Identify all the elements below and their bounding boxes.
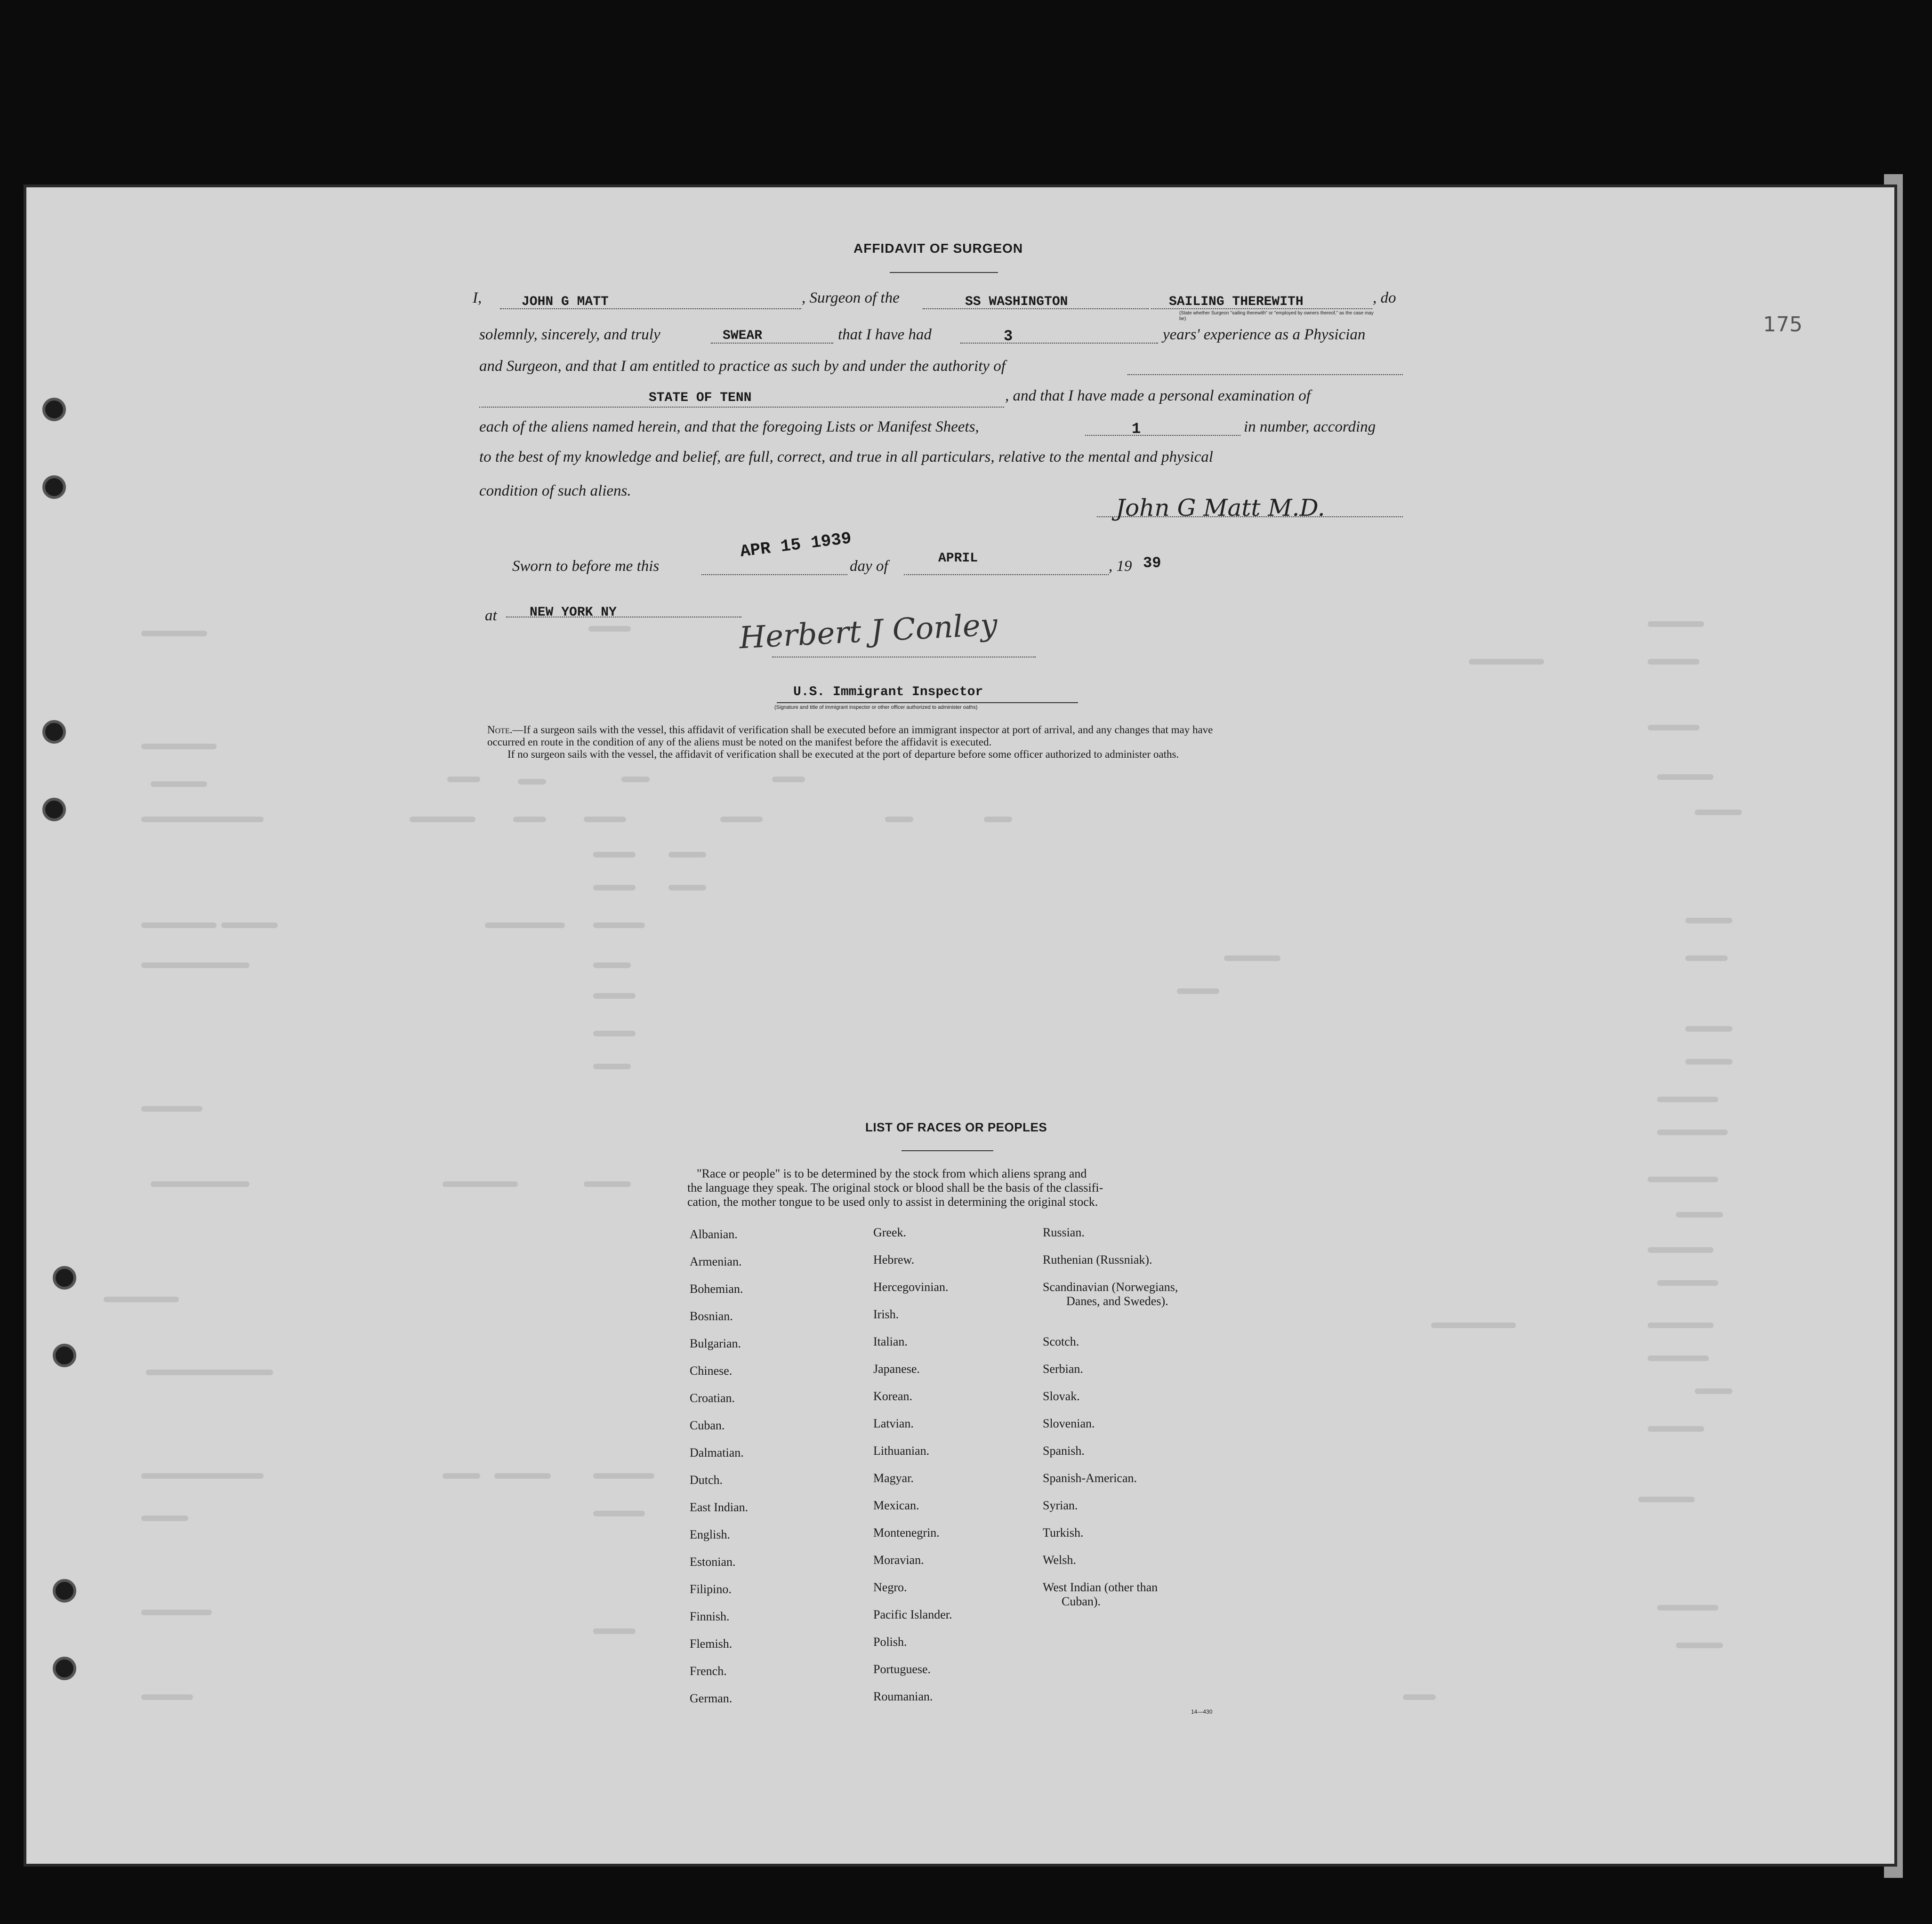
sworn-text: at [485,607,497,624]
note-line-1 [487,724,1213,736]
races-rule [902,1150,993,1151]
affidavit-text: to the best of my knowledge and belief, are full, correct, and true in all particulars, relative to the mental and physical [479,449,1213,465]
inspector-title: U.S. Immigrant Inspector [793,685,983,699]
inspector-rule [777,702,1078,703]
place-value: NEW YORK NY [530,605,617,620]
race-item: Finnish. [690,1610,730,1623]
affidavit-text: , Surgeon of the [802,289,900,306]
title-rule [890,272,998,273]
form-code: 14—430 [1191,1708,1213,1715]
status-instruction: (State whether Surgeon "sailing therewith" or "employed by owners thereof," as the case may be) [1179,311,1374,321]
race-item: German. [690,1692,733,1705]
month-line [904,574,1109,575]
note-label: Note. [487,724,513,736]
race-item: Japanese. [873,1362,920,1376]
binder-hole [42,398,66,421]
race-item: French. [690,1664,727,1678]
race-item: Syrian. [1043,1499,1078,1512]
race-item: Latvian. [873,1417,914,1430]
affidavit-text: each of the aliens named herein, and that the foregoing Lists or Manifest Sheets, [479,418,979,435]
note-text: —If a surgeon sails with the vessel, this affidavit of verification shall be executed before an immigrant inspector at port of arrival, and any changes that may have [512,724,1213,736]
race-item: Dutch. [690,1473,723,1487]
race-item: Bohemian. [690,1282,743,1296]
race-item: Cuban. [690,1419,725,1432]
race-item: Serbian. [1043,1362,1083,1376]
affidavit-text: , do [1373,289,1396,306]
race-item: Estonian. [690,1555,736,1569]
affidavit-text: I, [473,289,482,306]
vessel-value: SS WASHINGTON [965,295,1068,309]
sworn-text: day of [850,558,888,575]
affidavit-text: condition of such aliens. [479,482,631,499]
race-item: Spanish. [1043,1444,1085,1458]
race-item: Scandinavian (Norwegians, [1043,1280,1178,1294]
oath-value: SWEAR [723,329,763,343]
races-intro-2: the language they speak. The original stock or blood shall be the basis of the classifi- [687,1181,1103,1194]
sworn-day-line [701,574,847,575]
race-item: Slovak. [1043,1389,1080,1403]
race-item: Negro. [873,1580,907,1594]
affidavit-title: AFFIDAVIT OF SURGEON [853,241,1023,256]
affidavit-text: years' experience as a Physician [1163,326,1366,343]
race-item: Roumanian. [873,1690,933,1703]
binder-hole [42,475,66,499]
races-title: LIST OF RACES OR PEOPLES [865,1120,1047,1134]
race-item: Welsh. [1043,1553,1076,1567]
race-item: East Indian. [690,1500,749,1514]
binder-hole [53,1657,76,1680]
year-value: 39 [1143,554,1161,572]
sworn-text: , 19 [1109,558,1132,575]
race-item: Dalmatian. [690,1446,744,1459]
race-item: Cuban). [1062,1595,1101,1608]
month-value: APRIL [938,551,978,566]
race-item: Albanian. [690,1227,738,1241]
binder-hole [53,1579,76,1603]
race-item: English. [690,1528,730,1541]
status-value: SAILING THEREWITH [1169,295,1304,309]
race-item: Polish. [873,1635,907,1649]
sheets-line [1085,435,1240,436]
race-item: Pacific Islander. [873,1608,952,1621]
surgeon-signature: John G Matt M.D. [1116,494,1325,521]
race-item: Chinese. [690,1364,733,1378]
document-page [26,187,1894,1864]
affidavit-text: , and that I have made a personal examination of [1005,387,1311,404]
race-item: Portuguese. [873,1662,931,1676]
race-item: Mexican. [873,1499,919,1512]
race-item: Magyar. [873,1471,914,1485]
surgeon-name-value: JOHN G MATT [522,295,609,309]
race-item: Turkish. [1043,1526,1084,1539]
sheets-value: 1 [1132,420,1141,438]
authority-line-2 [479,407,1004,408]
races-intro-3: cation, the mother tongue to be used only to assist in determining the original stock. [687,1195,1098,1209]
affidavit-text: solemnly, sincerely, and truly [479,326,660,343]
races-intro-1: "Race or people" is to be determined by the stock from which aliens sprang and [697,1167,1087,1180]
affidavit-text: and Surgeon, and that I am entitled to practice as such by and under the authority of [479,358,1006,375]
authority-value: STATE OF TENN [649,391,752,405]
race-item: Danes, and Swedes). [1066,1294,1168,1308]
binder-hole [42,798,66,821]
note-line-3: If no surgeon sails with the vessel, the affidavit of verification shall be executed at the port of departure before some officer authorized to administer oaths. [507,748,1179,760]
note-line-2: occurred en route in the condition of any of the aliens must be noted on the manifest before the affidavit is executed. [487,736,992,748]
date-stamp: APR 15 1939 [739,529,853,561]
binder-hole [53,1266,76,1290]
inspector-signature: Herbert J Conley [738,607,998,656]
inspector-instruction: (Signature and title of immigrant inspector or other officer authorized to administer oaths) [774,705,978,710]
race-item: Korean. [873,1389,913,1403]
race-item: Croatian. [690,1391,735,1405]
authority-line-1 [1127,374,1403,375]
race-item: Russian. [1043,1226,1085,1239]
years-line [960,343,1158,344]
sworn-text: Sworn to before me this [512,558,660,575]
affidavit-text: that I have had [838,326,932,343]
page-number: 175 [1763,313,1803,337]
race-item: Montenegrin. [873,1526,940,1539]
race-item: Ruthenian (Russniak). [1043,1253,1152,1267]
binder-hole [53,1344,76,1367]
race-item: Irish. [873,1307,899,1321]
binder-hole [42,720,66,744]
race-item: Hebrew. [873,1253,915,1267]
years-value: 3 [1004,328,1013,345]
race-item: Slovenian. [1043,1417,1095,1430]
race-item: Moravian. [873,1553,924,1567]
race-item: Filipino. [690,1582,732,1596]
race-item: Bosnian. [690,1309,733,1323]
race-item: Hercegovinian. [873,1280,949,1294]
affidavit-text: in number, according [1244,418,1376,435]
race-item: Lithuanian. [873,1444,930,1458]
race-item: Greek. [873,1226,907,1239]
race-item: West Indian (other than [1043,1580,1158,1594]
race-item: Spanish-American. [1043,1471,1137,1485]
race-item: Scotch. [1043,1335,1079,1348]
race-item: Flemish. [690,1637,733,1651]
race-item: Italian. [873,1335,908,1348]
race-item: Bulgarian. [690,1337,741,1350]
race-item: Armenian. [690,1255,742,1268]
